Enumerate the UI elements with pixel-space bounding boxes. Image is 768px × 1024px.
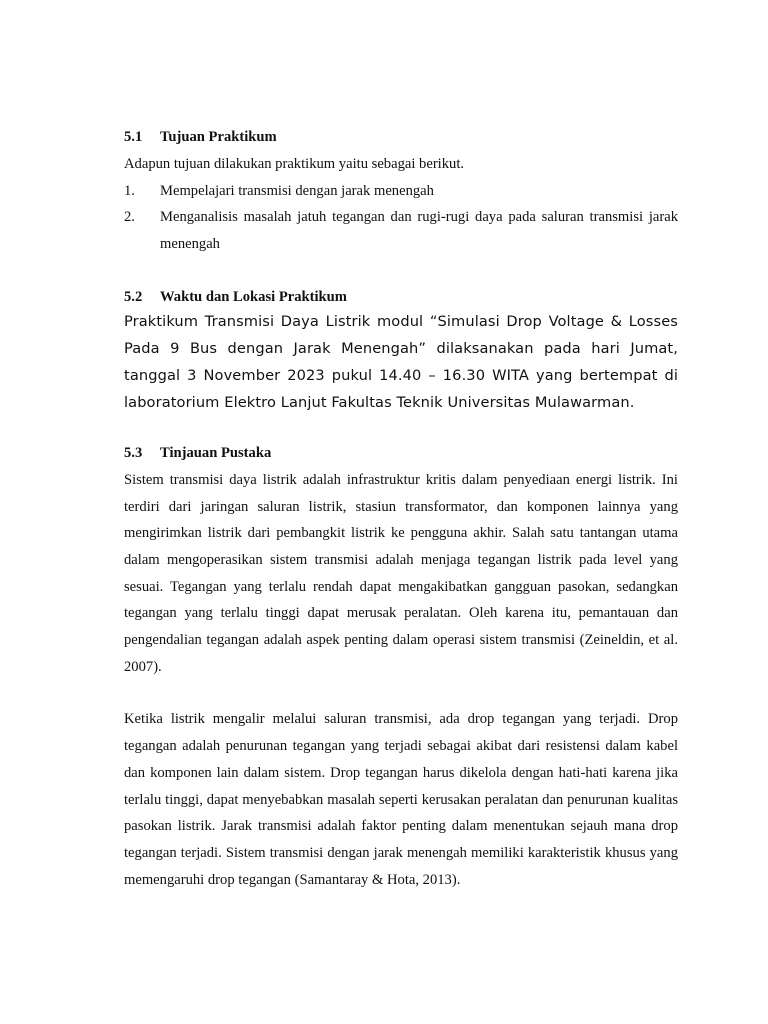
document-page bbox=[124, 126, 678, 893]
section-heading-tinjauan bbox=[124, 442, 678, 464]
section-heading-tujuan bbox=[124, 126, 678, 148]
body-paragraph: Ketika listrik mengalir melalui saluran transmisi, ada drop tegangan yang terjadi. Drop tegangan adalah penurunan tegangan yang terjadi sebagai akibat dari resistensi dalam kabel dan komponen lain dalam sistem. Drop tegangan harus dikelola dengan hati-hati karena jika terlalu tinggi, dapat menyebabkan masalah seperti kerusakan peralatan dan penurunan kualitas pasokan listrik. Jarak transmisi adalah faktor penting dalam menentukan sejauh mana drop tegangan terjadi. Sistem transmisi dengan jarak menengah memiliki karakteristik khusus yang memengaruhi drop tegangan (Samantaray & Hota, 2013). bbox=[124, 711, 678, 888]
section-number: 5.1 bbox=[124, 129, 143, 145]
list-item bbox=[124, 204, 678, 257]
section-number: 5.3 bbox=[124, 444, 143, 461]
list-item-number: 1. bbox=[124, 182, 135, 199]
list-item-text: Menganalisis masalah jatuh tegangan dan rugi-rugi daya pada saluran transmisi jarak menengah bbox=[160, 209, 678, 253]
body-paragraph: Sistem transmisi daya listrik adalah infrastruktur kritis dalam penyediaan energi listrik. Ini terdiri dari jaringan saluran listrik, stasiun transformator, dan komponen lainnya yang mengirimkan listrik dari pembangkit listrik ke pengguna akhir. Salah satu tantangan utama dalam mengoperasikan sistem transmisi adalah menjaga tegangan listrik pada level yang sesuai. Tegangan yang terlalu rendah dapat mengakibatkan gangguan pasokan, sedangkan tegangan yang terlalu tinggi dapat merusak peralatan. Oleh karena itu, pemantauan dan pengendalian tegangan adalah aspek penting dalam operasi sistem transmisi (Zeineldin, et al. 2007). bbox=[124, 471, 678, 675]
list-item bbox=[124, 178, 678, 205]
list-item-number: 2. bbox=[124, 209, 135, 226]
section-paragraph: Praktikum Transmisi Daya Listrik modul “Simulasi Drop Voltage & Losses Pada 9 Bus dengan Jarak Menengah” dilaksanakan pada hari Jumat, tanggal 3 November 2023 pukul 14.40 – 16.30 WITA yang bertempat di laboratorium Elektro Lanjut Fakultas Teknik Universitas Mulawarman. bbox=[124, 312, 678, 411]
section-title: Waktu dan Lokasi Praktikum bbox=[160, 288, 347, 305]
list-item-text: Mempelajari transmisi dengan jarak menengah bbox=[160, 182, 434, 199]
section-title: Tujuan Praktikum bbox=[160, 129, 277, 145]
section-intro: Adapun tujuan dilakukan praktikum yaitu sebagai berikut. bbox=[124, 156, 465, 172]
section-heading-waktu bbox=[124, 286, 678, 308]
section-title: Tinjauan Pustaka bbox=[160, 444, 272, 461]
section-number: 5.2 bbox=[124, 288, 143, 305]
